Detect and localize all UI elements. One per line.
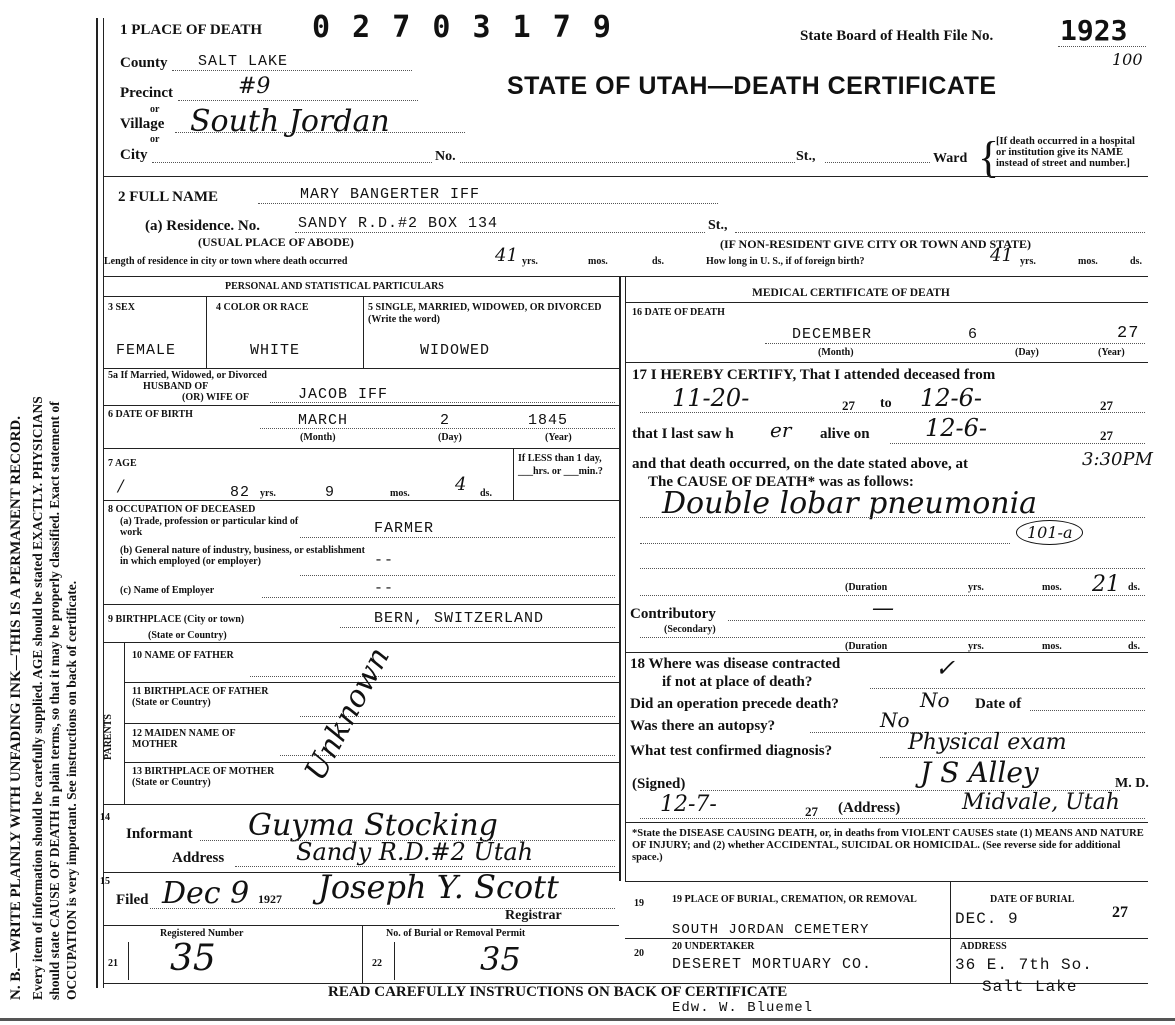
village-value: South Jordan: [190, 104, 390, 139]
nonresident-label: (IF NON-RESIDENT GIVE CITY OR TOWN AND STATE): [720, 237, 1032, 251]
mother-birthplace-label: 13 BIRTHPLACE OF MOTHER (State or Country): [132, 766, 275, 788]
spouse-label-3: (OR) WIFE OF: [182, 392, 250, 403]
test-label: What test confirmed diagnosis?: [630, 743, 833, 759]
file-no-label: State Board of Health File No.: [800, 28, 994, 44]
margin-note-1: N. B.—WRITE PLAINLY WITH UNFADING INK—THIS IS A PERMANENT RECORD.: [8, 416, 24, 1000]
mother-name-label: 12 MAIDEN NAME OF MOTHER: [132, 728, 236, 750]
informant-address: Sandy R.D.#2 Utah: [296, 838, 534, 866]
test-value: Physical exam: [908, 730, 1067, 755]
last-saw-her: er: [770, 418, 792, 442]
burial-place-label: 19 PLACE OF BURIAL, CREMATION, OR REMOVAL: [672, 894, 917, 905]
margin-note-4: OCCUPATION is very important. See instructions on back of certificate.: [64, 580, 79, 1000]
father-birthplace-label: 11 BIRTHPLACE OF FATHER (State or Country): [132, 686, 269, 708]
parents-label: PARENTS: [103, 714, 114, 760]
burial-year: 27: [1112, 904, 1128, 921]
marital-label: 5 SINGLE, MARRIED, WIDOWED, OR DIVORCED (Write the word): [368, 302, 602, 325]
informant-address-label: Address: [172, 850, 225, 866]
last-saw-label: that I last saw h: [632, 426, 734, 442]
length-residence-label: Length of residence in city or town where death occurred: [104, 256, 348, 267]
certify-label: 17 I HEREBY CERTIFY, That I attended deceased from: [632, 367, 996, 383]
dob-year: 1845: [528, 412, 569, 429]
informant-label: Informant: [126, 826, 193, 842]
undertaker-address-label: ADDRESS: [960, 941, 1007, 952]
or-label-2: or: [150, 134, 160, 145]
signed-label: (Signed): [632, 776, 686, 792]
usual-abode-label: (USUAL PLACE OF ABODE): [198, 235, 354, 249]
dod-year: 27: [1117, 324, 1140, 343]
residence-value: SANDY R.D.#2 BOX 134: [298, 215, 499, 232]
attended-to: 12-6-: [920, 384, 983, 412]
no-label: No.: [435, 149, 456, 164]
contributory-label: Contributory: [630, 606, 716, 622]
contributory-value: —: [872, 596, 894, 621]
q18-sub-label: if not at place of death?: [662, 674, 813, 690]
age-yrs: 82: [230, 484, 251, 501]
age-mos: 9: [325, 484, 336, 501]
burial-date: DEC. 9: [955, 910, 1019, 928]
dod-month: DECEMBER: [792, 326, 873, 343]
attended-from-year: 27: [842, 398, 855, 413]
signed-year: 27: [805, 804, 818, 819]
precinct-value: #9: [238, 74, 271, 99]
cause-code: 101-a: [1016, 520, 1083, 545]
filed-value: Dec 9: [162, 876, 250, 911]
date-of-label: Date of: [975, 696, 1022, 712]
time-of-death: 3:30PM: [1082, 449, 1153, 470]
occupation-b-label: (b) General nature of industry, business, or establishment in which employed (or employer): [120, 545, 365, 567]
physician-signature: J S Alley: [920, 756, 1039, 789]
city-label: City: [120, 147, 148, 163]
race-label: 4 COLOR OR RACE: [216, 302, 309, 313]
filed-year: 1927: [258, 892, 282, 906]
hospital-note: [If death occurred in a hospital or institution give its NAME instead of street and number.]: [996, 136, 1135, 169]
st-label: St.,: [796, 149, 816, 164]
birthplace-value: BERN, SWITZERLAND: [374, 610, 545, 627]
footer-instructions: READ CAREFULLY INSTRUCTIONS ON BACK OF CERTIFICATE: [328, 984, 788, 1000]
alive-year: 27: [1100, 428, 1113, 443]
registrar-label: Registrar: [505, 908, 562, 923]
ward-label: Ward: [933, 151, 968, 166]
precinct-label: Precinct: [120, 85, 174, 101]
cause-label: The CAUSE OF DEATH* was as follows:: [648, 474, 914, 490]
informant-value: Guyma Stocking: [248, 808, 498, 843]
operation-label: Did an operation precede death?: [630, 696, 839, 712]
certificate-number: 0 2 7 0 3 1 7 9: [312, 10, 613, 45]
spouse-value: JACOB IFF: [298, 386, 389, 403]
dod-day: 6: [968, 326, 979, 343]
occupation-a-label: (a) Trade, profession or particular kind of work: [120, 516, 299, 538]
age-label: 7 AGE: [108, 458, 137, 469]
burial-place: SOUTH JORDAN CEMETERY: [672, 922, 870, 938]
occupation-label: 8 OCCUPATION OF DECEASED: [108, 504, 256, 515]
dob-month: MARCH: [298, 412, 349, 429]
secondary-label: (Secondary): [664, 624, 716, 635]
dob-label: 6 DATE OF BIRTH: [108, 409, 193, 420]
occupation-b-value: --: [374, 552, 395, 569]
file-no: 1923: [1060, 14, 1128, 47]
place-of-death-label: 1 PLACE OF DEATH: [120, 22, 263, 38]
file-no-sub: 100: [1112, 50, 1143, 69]
dob-day: 2: [440, 412, 451, 429]
document-title: STATE OF UTAH—DEATH CERTIFICATE: [507, 72, 997, 100]
personal-header: PERSONAL AND STATISTICAL PARTICULARS: [225, 281, 444, 292]
undertaker-address: 36 E. 7th So.: [955, 956, 1093, 974]
undertaker-city: Salt Lake: [982, 978, 1078, 996]
q18-label: 18 Where was disease contracted: [630, 656, 841, 672]
md-label: M. D.: [1115, 776, 1149, 791]
spouse-label-1: 5a If Married, Widowed, or Divorced: [108, 370, 267, 381]
cause-footnote: *State the DISEASE CAUSING DEATH, or, in deaths from VIOLENT CAUSES state (1) MEANS AND NATURE OF INJURY; and (2) whether ACCIDENTAL, SUICIDAL OR HOMICIDAL. (See reverse side for additional space.): [632, 828, 1144, 863]
registrar-signature: Joseph Y. Scott: [318, 868, 559, 906]
occupation-c-label: (c) Name of Employer: [120, 585, 215, 596]
sex-value: FEMALE: [116, 342, 177, 359]
occupation-a-value: FARMER: [374, 520, 435, 537]
county-label: County: [120, 55, 168, 71]
undertaker-value: DESERET MORTUARY CO.: [672, 956, 873, 973]
county-value: SALT LAKE: [198, 53, 289, 70]
duration-label: (Duration: [845, 582, 888, 593]
spouse-label-2: HUSBAND OF: [143, 381, 209, 392]
birthplace-sub: (State or Country): [148, 630, 227, 641]
us-residence-label: How long in U. S., if of foreign birth?: [706, 256, 865, 267]
father-name-label: 10 NAME OF FATHER: [132, 650, 234, 661]
occupation-c-value: --: [374, 580, 395, 597]
filed-label: Filed: [116, 892, 149, 908]
cause-of-death: Double lobar pneumonia: [662, 486, 1038, 521]
residence-st-label: St.,: [708, 218, 728, 233]
duration-days: 21: [1092, 572, 1120, 597]
burial-date-label: DATE OF BURIAL: [990, 894, 1075, 905]
burial-permit-label: No. of Burial or Removal Permit: [386, 928, 526, 939]
less-than-label: If LESS than 1 day, ___hrs. or ___min.?: [518, 453, 603, 477]
signed-date: 12-7-: [660, 792, 717, 817]
birthplace-label: 9 BIRTHPLACE (City or town): [108, 614, 245, 625]
autopsy-label: Was there an autopsy?: [630, 718, 776, 734]
registered-number-label: Registered Number: [160, 928, 244, 939]
medical-header: MEDICAL CERTIFICATE OF DEATH: [752, 287, 950, 299]
alive-on: 12-6-: [925, 414, 988, 442]
operation-value: No: [920, 688, 950, 712]
attended-to-year: 27: [1100, 398, 1113, 413]
sex-label: 3 SEX: [108, 302, 135, 313]
us-residence-yrs: 41: [990, 245, 1013, 266]
undertaker-person: Edw. W. Bluemel: [672, 1000, 814, 1016]
length-residence-yrs: 41: [495, 245, 518, 266]
race-value: WHITE: [250, 342, 301, 359]
autopsy-value: No: [880, 708, 910, 732]
residence-label: (a) Residence. No.: [145, 218, 260, 234]
dod-label: 16 DATE OF DEATH: [632, 307, 725, 318]
signed-address-label: (Address): [838, 800, 901, 816]
marital-value: WIDOWED: [420, 342, 491, 359]
full-name-value: MARY BANGERTER IFF: [300, 186, 481, 203]
registered-number: 35: [170, 938, 216, 979]
parents-unknown: Unknown: [298, 641, 398, 787]
village-label: Village: [120, 116, 165, 132]
q18-value: ✓: [935, 654, 956, 682]
undertaker-label: 20 UNDERTAKER: [672, 941, 755, 952]
or-label-1: or: [150, 104, 160, 115]
margin-note-3: should state CAUSE OF DEATH in plain terms, so that it may be properly classified. Exact statement of: [47, 401, 62, 1000]
signed-address: Midvale, Utah: [962, 790, 1120, 815]
age-ds: 4: [455, 474, 467, 495]
burial-permit-number: 35: [480, 940, 521, 978]
occurred-label: and that death occurred, on the date stated above, at: [632, 456, 968, 472]
margin-note-2: Every item of information should be carefully supplied. AGE should be stated EXACTLY. PHYSICIANS: [30, 396, 45, 1000]
alive-label: alive on: [820, 426, 870, 442]
full-name-label: 2 FULL NAME: [118, 189, 219, 205]
attended-from: 11-20-: [672, 384, 750, 412]
